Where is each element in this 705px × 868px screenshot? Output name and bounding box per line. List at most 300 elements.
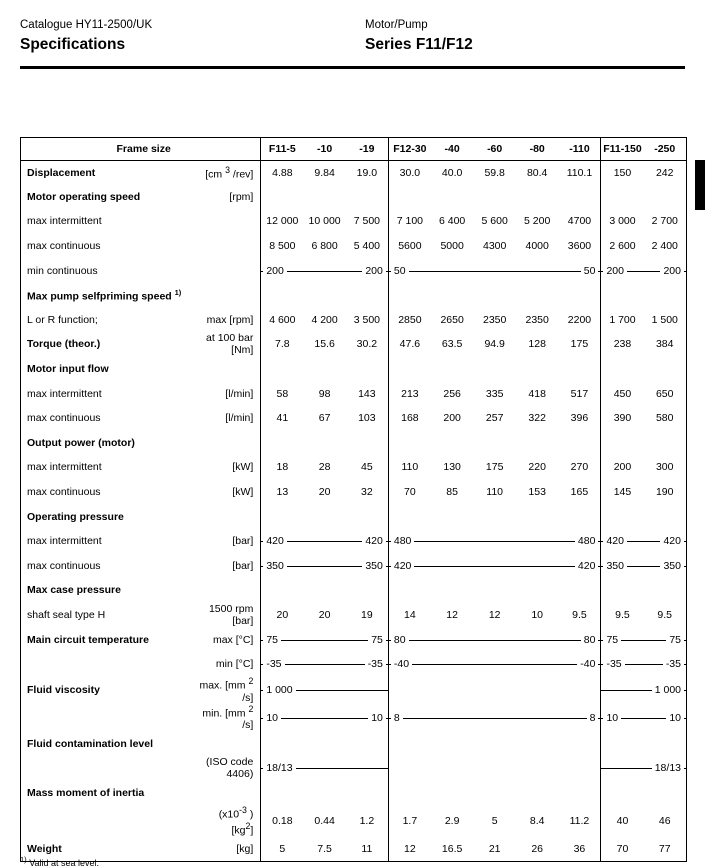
row-label: Mass moment of inertia xyxy=(27,786,145,799)
row-cell xyxy=(303,504,346,529)
row-cell: 15.6 xyxy=(314,338,335,351)
header-col--60: -60 xyxy=(473,138,516,160)
row-cell: 2350 xyxy=(525,313,549,326)
row-label: max continuous xyxy=(27,240,101,253)
row-cell: 4 200 xyxy=(311,313,338,326)
row-cell: 5 400 xyxy=(353,240,380,253)
row-cell: 41 xyxy=(261,406,304,431)
table-header-row xyxy=(21,138,686,160)
row-cell: 21 xyxy=(488,842,501,855)
row-cell-span xyxy=(388,554,601,579)
row-cell xyxy=(388,578,431,603)
row-cell: 19 xyxy=(361,608,373,621)
row-cell: 6 800 xyxy=(311,240,338,253)
row-cell: 103 xyxy=(358,412,376,425)
row-cell: 130 xyxy=(443,461,461,474)
row-unit: max [°C] xyxy=(212,633,254,646)
table-row xyxy=(21,627,686,652)
row-cell: 0.18 xyxy=(261,805,304,836)
row-cell xyxy=(388,504,431,529)
table-row xyxy=(21,185,686,210)
row-cell: 12 xyxy=(488,608,501,621)
row-cell xyxy=(303,185,346,210)
row-cell: 70 xyxy=(601,836,644,861)
row-cell: 7 500 xyxy=(353,215,380,228)
row-unit: [kg] xyxy=(236,842,254,855)
row-unit: [l/min] xyxy=(225,387,254,400)
row-cell xyxy=(473,781,516,806)
row-cell-span xyxy=(261,652,389,677)
row-cell-span xyxy=(261,627,389,652)
row-cell xyxy=(601,731,644,756)
span-value-end: -35 xyxy=(365,658,386,670)
row-unit: [kW] xyxy=(232,486,254,499)
row-cell-span xyxy=(388,529,601,554)
row-cell xyxy=(516,357,559,382)
row-cell xyxy=(516,504,559,529)
row-cell xyxy=(643,185,686,210)
table-row xyxy=(21,731,686,756)
table-row xyxy=(21,554,686,579)
row-cell xyxy=(516,578,559,603)
row-cell-span xyxy=(388,652,601,677)
header-frame-size: Frame size xyxy=(21,138,261,160)
row-cell: 150 xyxy=(601,160,644,185)
row-cell: 13 xyxy=(261,480,304,505)
row-cell xyxy=(431,504,474,529)
row-cell: 67 xyxy=(318,412,331,425)
row-label: L or R function; xyxy=(27,313,98,326)
row-cell: 16.5 xyxy=(441,842,463,855)
row-cell: 36 xyxy=(573,842,586,855)
row-cell: 9.84 xyxy=(314,166,335,179)
row-cell: 80.4 xyxy=(526,166,548,179)
row-cell xyxy=(473,731,516,756)
table-row xyxy=(21,578,686,603)
row-cell: 30.2 xyxy=(356,338,378,351)
row-cell xyxy=(558,357,601,382)
table-row xyxy=(21,209,686,234)
span-value-end: 420 xyxy=(362,535,386,547)
row-cell-span xyxy=(261,258,389,283)
row-cell-span xyxy=(261,529,389,554)
span-value-start: 350 xyxy=(263,560,287,572)
row-cell xyxy=(388,431,431,456)
span-value-end: 420 xyxy=(660,535,684,547)
row-cell: 390 xyxy=(601,406,644,431)
row-cell: 110 xyxy=(388,455,431,480)
row-cell xyxy=(431,781,474,806)
row-cell xyxy=(473,283,516,308)
row-cell: 20 xyxy=(261,603,304,628)
table-row xyxy=(21,529,686,554)
row-cell: 2200 xyxy=(567,313,592,326)
row-cell: 110.1 xyxy=(566,166,593,179)
row-cell: 28 xyxy=(318,461,331,474)
span-value-end: 10 xyxy=(368,712,386,724)
row-cell xyxy=(346,731,389,756)
row-cell xyxy=(601,431,644,456)
row-cell xyxy=(303,731,346,756)
row-cell: 213 xyxy=(388,381,431,406)
row-cell-span xyxy=(601,627,686,652)
row-cell xyxy=(303,578,346,603)
table-row xyxy=(21,357,686,382)
span-value-end: 75 xyxy=(666,634,684,646)
row-cell: 8.4 xyxy=(529,814,545,827)
row-cell xyxy=(516,185,559,210)
row-cell xyxy=(303,357,346,382)
row-cell xyxy=(516,431,559,456)
row-unit: [cm $^3$ /rev] xyxy=(205,164,254,181)
row-label: Max case pressure xyxy=(27,584,121,597)
span-value-end: 80 xyxy=(581,634,599,646)
row-cell: 12 xyxy=(446,608,458,621)
row-unit: [l/min] xyxy=(225,412,254,425)
row-cell: 418 xyxy=(528,387,546,400)
header-left xyxy=(20,18,152,54)
row-cell: 4.88 xyxy=(261,160,304,185)
product-line: Motor/Pump xyxy=(365,19,428,31)
row-cell: 12 xyxy=(388,836,431,861)
row-cell: 4700 xyxy=(567,215,592,228)
row-cell: 2850 xyxy=(388,308,431,333)
row-unit xyxy=(195,283,260,308)
header-right xyxy=(365,18,473,54)
span-value-start: 350 xyxy=(603,560,627,572)
row-cell: 85 xyxy=(446,486,458,499)
row-label: max continuous xyxy=(27,412,101,425)
row-label: max continuous xyxy=(27,559,101,572)
span-value-start: 8 xyxy=(391,712,403,724)
row-cell: 200 xyxy=(601,455,644,480)
row-cell xyxy=(473,185,516,210)
row-cell: 58 xyxy=(261,381,304,406)
row-label: Fluid contamination level xyxy=(27,737,154,750)
row-cell: 2 600 xyxy=(601,234,644,259)
row-cell: 2 700 xyxy=(651,215,678,228)
row-cell-empty xyxy=(388,676,601,704)
footnote: $^{1)}$ Valid at sea level. xyxy=(20,855,100,868)
span-value-end: 420 xyxy=(575,560,599,572)
row-cell: 10 xyxy=(531,608,544,621)
table-row xyxy=(21,704,686,732)
table-row xyxy=(21,603,686,628)
row-cell xyxy=(643,578,686,603)
row-unit: 1500 rpm [bar] xyxy=(208,602,254,627)
row-cell: 1.2 xyxy=(359,814,375,827)
row-label xyxy=(21,805,195,836)
row-cell: 257 xyxy=(485,412,504,425)
row-cell: 5600 xyxy=(388,234,431,259)
row-cell: 77 xyxy=(658,842,671,855)
row-cell: 580 xyxy=(655,412,674,425)
row-cell-span xyxy=(601,554,686,579)
row-cell: 6 400 xyxy=(439,215,466,228)
row-cell xyxy=(431,357,474,382)
span-value-end: 350 xyxy=(362,560,386,572)
row-cell: 517 xyxy=(570,387,589,400)
row-cell: 2 400 xyxy=(651,240,678,253)
row-cell: 14 xyxy=(388,603,431,628)
row-cell-span xyxy=(601,676,686,704)
span-value-start: 480 xyxy=(391,535,415,547)
row-cell xyxy=(516,731,559,756)
table-row xyxy=(21,381,686,406)
row-cell xyxy=(261,578,304,603)
row-cell xyxy=(346,431,389,456)
row-cell-span xyxy=(601,704,686,732)
row-cell xyxy=(473,504,516,529)
row-cell: 1 700 xyxy=(601,308,644,333)
row-cell xyxy=(643,357,686,382)
row-label: Main circuit temperature xyxy=(27,633,149,646)
row-cell: 384 xyxy=(655,338,674,351)
row-cell xyxy=(388,731,431,756)
row-cell-span xyxy=(388,627,601,652)
row-cell: 4000 xyxy=(525,240,549,253)
row-cell xyxy=(303,283,346,308)
table-row xyxy=(21,283,686,308)
row-cell: 2650 xyxy=(440,313,464,326)
span-value-end: 75 xyxy=(368,634,386,646)
row-cell: 7 100 xyxy=(388,209,431,234)
row-unit xyxy=(195,234,260,259)
row-label: max intermittent xyxy=(27,387,102,400)
row-cell: 11 xyxy=(361,842,373,855)
row-cell: 220 xyxy=(528,461,546,474)
row-cell xyxy=(346,283,389,308)
span-value-start: 75 xyxy=(603,634,621,646)
row-cell: 165 xyxy=(570,486,589,499)
row-cell xyxy=(643,283,686,308)
row-unit xyxy=(195,504,260,529)
span-value-end: 200 xyxy=(660,265,684,277)
span-value-start: 420 xyxy=(603,535,627,547)
specifications-table-wrapper xyxy=(20,137,687,862)
page-title: Specifications xyxy=(20,36,126,53)
row-cell xyxy=(601,185,644,210)
row-unit: max. [mm $^2$ /s] xyxy=(199,676,254,704)
row-cell: 322 xyxy=(528,412,546,425)
header-col-F11-5: F11-5 xyxy=(261,138,304,160)
row-label xyxy=(21,704,195,732)
row-cell-span xyxy=(388,258,601,283)
row-cell: 19.0 xyxy=(356,166,378,179)
row-unit: min [°C] xyxy=(215,658,254,671)
row-cell: 200 xyxy=(443,412,461,425)
row-cell xyxy=(303,781,346,806)
row-cell: 3 000 xyxy=(601,209,644,234)
row-cell: 5000 xyxy=(440,240,464,253)
span-value-end: 50 xyxy=(581,265,599,277)
row-cell: 153 xyxy=(528,486,546,499)
span-value-end: -35 xyxy=(663,658,684,670)
row-cell: 128 xyxy=(528,338,546,351)
row-cell xyxy=(516,781,559,806)
row-cell xyxy=(643,731,686,756)
table-row xyxy=(21,431,686,456)
row-cell: 7.8 xyxy=(261,332,304,357)
row-cell xyxy=(558,283,601,308)
row-cell: 46 xyxy=(658,814,671,827)
row-cell-span xyxy=(601,529,686,554)
table-row xyxy=(21,756,686,781)
span-value-start: 1 000 xyxy=(263,684,295,696)
row-cell-span xyxy=(601,756,686,781)
row-cell: 190 xyxy=(655,486,674,499)
row-cell xyxy=(516,283,559,308)
span-value-start: -40 xyxy=(391,658,412,670)
row-cell: 238 xyxy=(601,332,644,357)
span-value-start: 420 xyxy=(263,535,287,547)
row-cell: 256 xyxy=(443,387,461,400)
row-cell xyxy=(601,504,644,529)
row-cell: 396 xyxy=(570,412,589,425)
header-col-F11-150: F11-150 xyxy=(601,138,644,160)
row-label: shaft seal type H xyxy=(27,608,106,621)
row-unit xyxy=(195,781,260,806)
row-unit: at 100 bar [Nm] xyxy=(206,332,254,357)
row-unit xyxy=(195,209,260,234)
row-cell: 5 xyxy=(261,836,304,861)
header-rule xyxy=(20,66,685,69)
row-cell: 20 xyxy=(318,486,331,499)
row-unit xyxy=(195,431,260,456)
row-unit: max [rpm] xyxy=(206,313,254,326)
row-cell: 145 xyxy=(601,480,644,505)
product-series: Series F11/F12 xyxy=(365,36,473,53)
span-value-end: -40 xyxy=(577,658,598,670)
row-label: Fluid viscosity xyxy=(27,684,100,697)
row-cell: 30.0 xyxy=(388,160,431,185)
row-unit: [bar] xyxy=(232,559,254,572)
row-cell xyxy=(261,283,304,308)
row-cell: 175 xyxy=(485,461,504,474)
row-cell xyxy=(388,781,431,806)
row-cell: 63.5 xyxy=(441,338,463,351)
row-label: max intermittent xyxy=(27,461,102,474)
table-row xyxy=(21,781,686,806)
row-cell: 40.0 xyxy=(441,166,463,179)
row-cell: 94.9 xyxy=(484,338,505,351)
span-value-start: 10 xyxy=(263,712,281,724)
row-cell: 26 xyxy=(531,842,544,855)
row-unit: [rpm] xyxy=(229,190,254,203)
row-label: Max pump selfpriming speed $^{1)}$ xyxy=(27,288,182,303)
row-cell: 110 xyxy=(486,486,504,499)
catalogue-number: Catalogue HY11-2500/UK xyxy=(20,19,153,31)
span-value-end: 350 xyxy=(660,560,684,572)
row-cell xyxy=(261,504,304,529)
row-cell-span xyxy=(261,554,389,579)
row-cell xyxy=(643,431,686,456)
row-cell xyxy=(431,431,474,456)
row-cell xyxy=(388,283,431,308)
row-cell xyxy=(558,504,601,529)
span-value-start: 50 xyxy=(391,265,409,277)
span-value-end: 200 xyxy=(362,265,386,277)
row-cell: 300 xyxy=(655,461,674,474)
span-value-start: 18/13 xyxy=(263,762,295,774)
table-row xyxy=(21,406,686,431)
row-cell xyxy=(346,578,389,603)
row-label: Displacement xyxy=(27,166,96,179)
table-body xyxy=(21,138,686,861)
row-cell: 650 xyxy=(655,387,674,400)
row-cell: 0.44 xyxy=(314,814,335,827)
span-value-start: 10 xyxy=(603,712,621,724)
span-value-start: 80 xyxy=(391,634,409,646)
row-cell: 11.2 xyxy=(569,814,590,827)
row-cell xyxy=(558,431,601,456)
row-cell: 1.7 xyxy=(388,805,431,836)
row-cell: 4 600 xyxy=(261,308,304,333)
row-cell: 40 xyxy=(601,805,644,836)
row-cell xyxy=(431,731,474,756)
row-cell-span xyxy=(261,704,389,732)
span-value-start: 200 xyxy=(263,265,287,277)
row-cell xyxy=(473,431,516,456)
row-cell: 168 xyxy=(388,406,431,431)
row-cell: 143 xyxy=(358,387,376,400)
row-cell xyxy=(261,185,304,210)
row-cell xyxy=(388,357,431,382)
span-value-end: 1 000 xyxy=(652,684,684,696)
row-label: min continuous xyxy=(27,264,98,277)
span-value-start: 75 xyxy=(263,634,281,646)
header-col--40: -40 xyxy=(431,138,474,160)
row-cell: 4300 xyxy=(482,240,507,253)
row-cell xyxy=(431,578,474,603)
span-value-start: -35 xyxy=(263,658,284,670)
row-label: max intermittent xyxy=(27,535,102,548)
row-cell xyxy=(431,185,474,210)
row-cell: 10 000 xyxy=(308,215,341,228)
table-row xyxy=(21,258,686,283)
row-unit: [kW] xyxy=(232,461,254,474)
row-cell xyxy=(558,578,601,603)
row-label xyxy=(21,652,195,677)
table-row xyxy=(21,332,686,357)
row-cell xyxy=(558,781,601,806)
row-cell: 1 500 xyxy=(651,313,678,326)
row-label: max intermittent xyxy=(27,215,102,228)
row-cell xyxy=(346,781,389,806)
row-cell: 5 600 xyxy=(481,215,508,228)
row-cell: 70 xyxy=(388,480,431,505)
row-cell xyxy=(303,431,346,456)
span-value-end: 18/13 xyxy=(652,762,684,774)
row-unit xyxy=(195,578,260,603)
specifications-table xyxy=(21,138,686,861)
row-cell-span xyxy=(261,676,389,704)
row-label: Operating pressure xyxy=(27,510,124,523)
row-label: Output power (motor) xyxy=(27,436,135,449)
row-cell xyxy=(261,781,304,806)
table-row xyxy=(21,234,686,259)
row-unit xyxy=(195,731,260,756)
row-cell: 5 xyxy=(491,814,498,827)
table-row xyxy=(21,504,686,529)
row-cell-span xyxy=(601,652,686,677)
header-col--10: -10 xyxy=(303,138,346,160)
row-cell xyxy=(558,731,601,756)
row-unit: min. [mm $^2$ /s] xyxy=(202,703,254,732)
row-cell-span xyxy=(261,756,389,781)
table-row xyxy=(21,160,686,185)
span-value-start: 420 xyxy=(391,560,415,572)
